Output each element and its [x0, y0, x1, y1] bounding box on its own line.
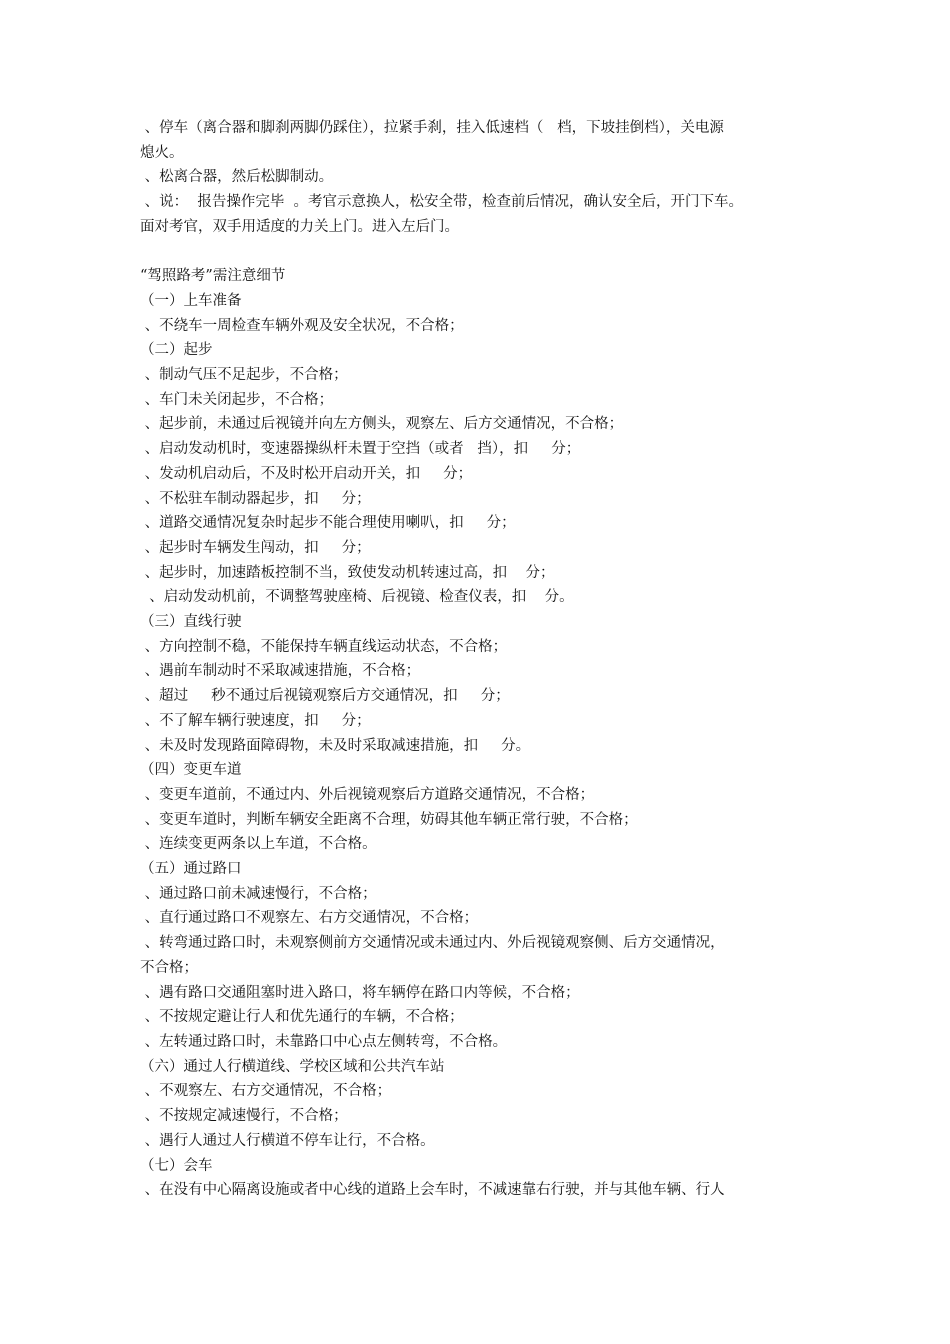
list-item: 、变更车道前，不通过内、外后视镜观察后方道路交通情况，不合格； — [140, 786, 595, 803]
list-item: 、遇有路口交通阻塞时进入路口，将车辆停在路口内等候，不合格； — [140, 984, 580, 1001]
paragraph-spacer — [140, 240, 820, 265]
list-item: 、左转通过路口时，未靠路口中心点左侧转弯，不合格。 — [140, 1034, 508, 1050]
list-item: 、通过路口前未减速慢行，不合格； — [140, 885, 377, 902]
subsection-heading: （一）上车准备 — [140, 292, 242, 309]
section-title: “驾照路考”需注意细节 — [140, 268, 286, 285]
intro-paragraphs — [140, 116, 820, 240]
list-item: 、超过 秒不通过后视镜观察后方交通情况，扣 分； — [140, 688, 510, 705]
list-item-continuation: 不合格； — [140, 959, 198, 976]
list-item: 、起步时车辆发生闯动，扣 分； — [140, 539, 371, 556]
text-line: 、停车（离合器和脚刹两脚仍踩住），拉紧手刹，挂入低速档（ 档，下坡挂倒档），关电源 — [140, 120, 724, 136]
document-page — [140, 116, 820, 1203]
list-item: 、启动发动机时，变速器操纵杆未置于空挡（或者 挡），扣 分； — [140, 441, 581, 458]
list-item: 、不观察左、右方交通情况，不合格； — [140, 1083, 392, 1100]
text-line: 、说： 报告操作完毕 。考官示意换人，松安全带，检查前后情况，确认安全后，开门下车。 — [140, 194, 744, 211]
list-item: 、起步前，未通过后视镜并向左方侧头，观察左、后方交通情况，不合格； — [140, 416, 624, 433]
list-item: 、道路交通情况复杂时起步不能合理使用喇叭，扣 分； — [140, 515, 516, 532]
subsection-heading: （七）会车 — [140, 1157, 213, 1174]
list-item: 、变更车道时，判断车辆安全距离不合理，妨碍其他车辆正常行驶，不合格； — [140, 811, 638, 828]
list-item: 、遇前车制动时不采取减速措施，不合格； — [140, 663, 421, 680]
text-line: 面对考官，双手用适度的力关上门。进入左后门。 — [140, 218, 459, 235]
subsection-heading: （三）直线行驶 — [140, 614, 242, 631]
list-item: 、在没有中心隔离设施或者中心线的道路上会车时，不减速靠右行驶，并与其他车辆、行人 — [140, 1182, 725, 1199]
subsection-heading: （二）起步 — [140, 342, 213, 359]
subsection-heading: （五）通过路口 — [140, 861, 242, 878]
list-item: 、转弯通过路口时，未观察侧前方交通情况或未通过内、外后视镜观察侧、后方交通情况， — [140, 935, 725, 952]
list-item: 、连续变更两条以上车道，不合格。 — [140, 836, 377, 853]
list-item: 、直行通过路口不观察左、右方交通情况，不合格； — [140, 910, 479, 927]
list-item: 、不按规定避让行人和优先通行的车辆，不合格； — [140, 1009, 464, 1026]
checklist-body — [140, 289, 820, 1203]
list-item: 、遇行人通过人行横道不停车让行，不合格。 — [140, 1132, 435, 1149]
text-line: 、松离合器，然后松脚制动。 — [140, 169, 334, 186]
list-item: 、发动机启动后，不及时松开启动开关，扣 分； — [140, 465, 473, 482]
list-item: 、未及时发现路面障碍物，未及时采取减速措施，扣 分。 — [140, 737, 531, 754]
list-item: 、不了解车辆行驶速度，扣 分； — [140, 712, 371, 729]
subsection-heading: （六）通过人行横道线、学校区域和公共汽车站 — [140, 1058, 445, 1075]
list-item: 、制动气压不足起步，不合格； — [140, 367, 348, 384]
list-item: 、不绕车一周检查车辆外观及安全状况，不合格； — [140, 317, 464, 334]
list-item: 、不松驻车制动器起步，扣 分； — [140, 490, 371, 507]
text-line: 熄火。 — [140, 144, 184, 161]
list-item: 、车门未关闭起步，不合格； — [140, 391, 334, 408]
list-item: 、方向控制不稳，不能保持车辆直线运动状态，不合格； — [140, 638, 508, 655]
list-item: 、启动发动机前，不调整驾驶座椅、后视镜、检查仪表，扣 分。 — [140, 589, 574, 606]
list-item: 、起步时，加速踏板控制不当，致使发动机转速过高，扣 分； — [140, 564, 555, 581]
subsection-heading: （四）变更车道 — [140, 762, 242, 779]
list-item: 、不按规定减速慢行，不合格； — [140, 1108, 348, 1125]
